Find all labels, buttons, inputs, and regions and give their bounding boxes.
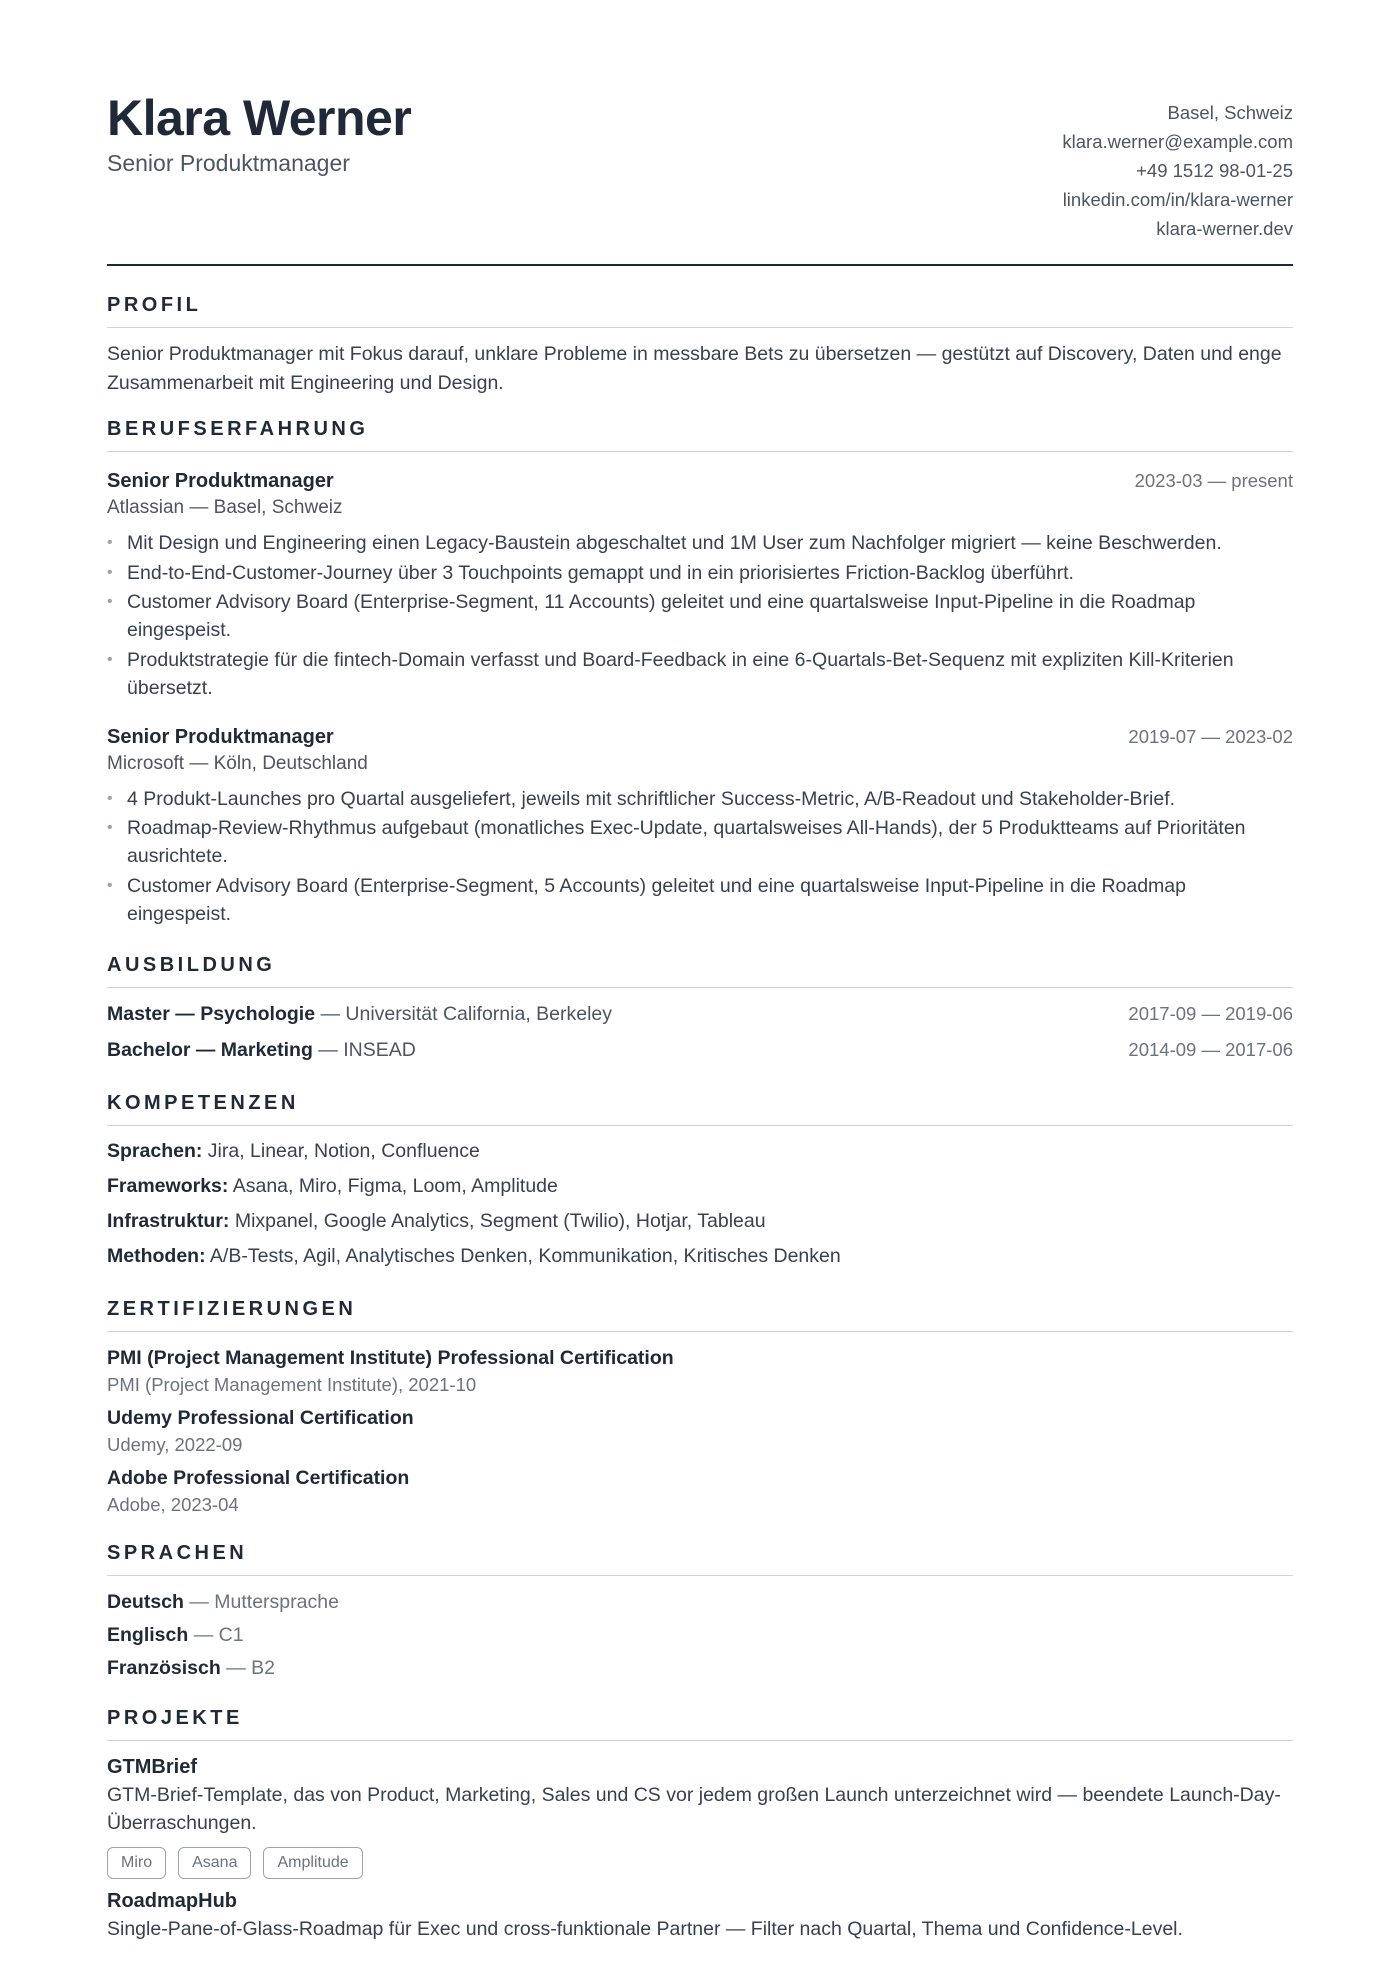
- contact-block: [1062, 88, 1293, 243]
- language-level: — B2: [220, 1656, 275, 1679]
- section-languages: [107, 1542, 1293, 1685]
- skill-label: Methoden:: [107, 1244, 206, 1267]
- section-title-certifications: ZERTIFIZIERUNGEN: [107, 1298, 1293, 1332]
- job-bullet: • Produktstrategie für die fintech-Domain verfasst und Board-Feedback in eine 6-Quartals-Bet-Sequenz mit expliziten Kill-Kriterien übersetzt.: [107, 646, 1293, 702]
- skill-label: Frameworks:: [107, 1174, 229, 1197]
- project-tag: Miro: [107, 1847, 166, 1879]
- cert-meta: Adobe, 2023-04: [107, 1493, 239, 1515]
- cert-name: Udemy Professional Certification: [107, 1406, 414, 1429]
- section-title-skills: KOMPETENZEN: [107, 1092, 1293, 1126]
- skill-label: Infrastruktur:: [107, 1209, 230, 1232]
- language-row: [107, 1586, 1293, 1619]
- education-info: [107, 1033, 416, 1068]
- project-description: GTM-Brief-Template, das von Product, Marketing, Sales und CS vor jedem großen Launch unterzeichnet wird — beendete Launch-Day-Überraschungen.: [107, 1783, 1281, 1834]
- education-row: [107, 996, 1293, 1032]
- cert-entry: [107, 1404, 1293, 1458]
- skill-row: [107, 1169, 1293, 1204]
- job-bullets: [107, 529, 1293, 702]
- person-role: Senior Produktmanager: [107, 150, 350, 176]
- education-info: [107, 997, 612, 1032]
- education-list: [107, 996, 1293, 1068]
- education-degree: Bachelor — Marketing: [107, 1038, 313, 1061]
- education-date: 2014-09 — 2017-06: [1128, 1038, 1293, 1060]
- section-title-education: AUSBILDUNG: [107, 954, 1293, 988]
- profile-text: Senior Produktmanager mit Fokus darauf, unklare Probleme in messbare Bets zu übersetzen — gestützt auf Discovery, Daten und enge Zusammenarbeit mit Engineering und Design.: [107, 343, 1282, 394]
- project-tags: [107, 1847, 1293, 1879]
- job-org: Microsoft — Köln, Deutschland: [107, 752, 368, 774]
- education-separator: —: [312, 1038, 344, 1061]
- skill-value: Jira, Linear, Notion, Confluence: [202, 1139, 480, 1162]
- resume-header: [107, 88, 1293, 266]
- section-title-profile: PROFIL: [107, 294, 1293, 328]
- contact-linkedin[interactable]: linkedin.com/in/klara-werner: [1062, 189, 1293, 210]
- section-title-languages: SPRACHEN: [107, 1542, 1293, 1576]
- contact-website[interactable]: klara-werner.dev: [1156, 218, 1293, 239]
- skill-row: [107, 1239, 1293, 1274]
- job-head: [107, 468, 1293, 495]
- language-name: Französisch: [107, 1656, 221, 1679]
- job-head: [107, 724, 1293, 751]
- education-row: [107, 1032, 1293, 1068]
- cert-entry: [107, 1464, 1293, 1518]
- job-entry: [107, 468, 1293, 702]
- skill-row: [107, 1204, 1293, 1239]
- project-name: GTMBrief: [107, 1755, 197, 1778]
- project-tag: Amplitude: [263, 1847, 362, 1879]
- education-degree: Master — Psychologie: [107, 1002, 316, 1025]
- section-education: [107, 954, 1293, 1068]
- education-date: 2017-09 — 2019-06: [1128, 1002, 1293, 1024]
- job-bullets: [107, 785, 1293, 928]
- section-experience: [107, 418, 1293, 928]
- job-bullet: • Customer Advisory Board (Enterprise-Segment, 11 Accounts) geleitet und eine quartalsweise Input-Pipeline in die Roadmap eingespeist.: [107, 588, 1293, 644]
- language-level: — Muttersprache: [183, 1590, 339, 1613]
- project-tag: Asana: [178, 1847, 251, 1879]
- cert-entry: [107, 1344, 1293, 1398]
- section-title-projects: PROJEKTE: [107, 1707, 1293, 1741]
- section-title-experience: BERUFSERFAHRUNG: [107, 418, 1293, 452]
- name-block: [107, 88, 411, 178]
- section-certifications: [107, 1298, 1293, 1518]
- education-institution: INSEAD: [343, 1038, 416, 1061]
- language-level: — C1: [188, 1623, 244, 1646]
- skills-list: [107, 1134, 1293, 1274]
- contact-phone[interactable]: +49 1512 98-01-25: [1136, 160, 1293, 181]
- person-name: Klara Werner: [107, 90, 412, 146]
- skill-row: [107, 1134, 1293, 1169]
- job-bullet: • 4 Produkt-Launches pro Quartal ausgeliefert, jeweils mit schriftlicher Success-Metric, A/B-Readout und Stakeholder-Brief.: [107, 785, 1293, 813]
- job-date: 2023-03 — present: [1134, 470, 1293, 491]
- section-profile: [107, 294, 1293, 398]
- skill-value: Mixpanel, Google Analytics, Segment (Twilio), Hotjar, Tableau: [229, 1209, 766, 1232]
- language-name: Deutsch: [107, 1590, 184, 1613]
- language-name: Englisch: [107, 1623, 189, 1646]
- cert-name: PMI (Project Management Institute) Professional Certification: [107, 1346, 674, 1369]
- job-bullet: • Customer Advisory Board (Enterprise-Segment, 5 Accounts) geleitet und eine quartalsweise Input-Pipeline in die Roadmap eingespeist.: [107, 872, 1293, 928]
- job-entry: [107, 724, 1293, 928]
- section-skills: [107, 1092, 1293, 1274]
- project-name: RoadmapHub: [107, 1889, 237, 1912]
- education-separator: —: [315, 1002, 346, 1025]
- project-entry: [107, 1753, 1293, 1879]
- cert-meta: Udemy, 2022-09: [107, 1433, 243, 1455]
- resume-content: [107, 88, 1293, 1943]
- skill-value: Asana, Miro, Figma, Loom, Amplitude: [228, 1174, 558, 1197]
- languages-list: [107, 1586, 1293, 1685]
- skill-label: Sprachen:: [107, 1139, 203, 1162]
- cert-meta: PMI (Project Management Institute), 2021-10: [107, 1373, 477, 1395]
- project-entry: [107, 1887, 1293, 1943]
- section-projects: [107, 1707, 1293, 1943]
- contact-email[interactable]: klara.werner@example.com: [1062, 131, 1293, 152]
- job-bullet: • Roadmap-Review-Rhythmus aufgebaut (monatliches Exec-Update, quartalsweises All-Hands), der 5 Produktteams auf Prioritäten ausrichtete.: [107, 814, 1293, 870]
- job-title: Senior Produktmanager: [107, 725, 334, 748]
- education-institution: Universität California, Berkeley: [345, 1002, 613, 1025]
- language-row: [107, 1619, 1293, 1652]
- project-description: Single-Pane-of-Glass-Roadmap für Exec und cross-funktionale Partner — Filter nach Quartal, Thema und Confidence-Level.: [107, 1917, 1183, 1940]
- language-row: [107, 1652, 1293, 1685]
- skill-value: A/B-Tests, Agil, Analytisches Denken, Kommunikation, Kritisches Denken: [205, 1244, 841, 1267]
- job-org: Atlassian — Basel, Schweiz: [107, 497, 343, 518]
- contact-location: Basel, Schweiz: [1167, 102, 1293, 123]
- cert-name: Adobe Professional Certification: [107, 1466, 410, 1489]
- job-date: 2019-07 — 2023-02: [1128, 725, 1293, 747]
- job-title: Senior Produktmanager: [107, 470, 334, 492]
- job-bullet: • Mit Design und Engineering einen Legacy-Baustein abgeschaltet und 1M User zum Nachfolger migriert — keine Beschwerden.: [107, 529, 1293, 557]
- job-bullet: • End-to-End-Customer-Journey über 3 Touchpoints gemappt und in ein priorisiertes Friction-Backlog überführt.: [107, 559, 1293, 587]
